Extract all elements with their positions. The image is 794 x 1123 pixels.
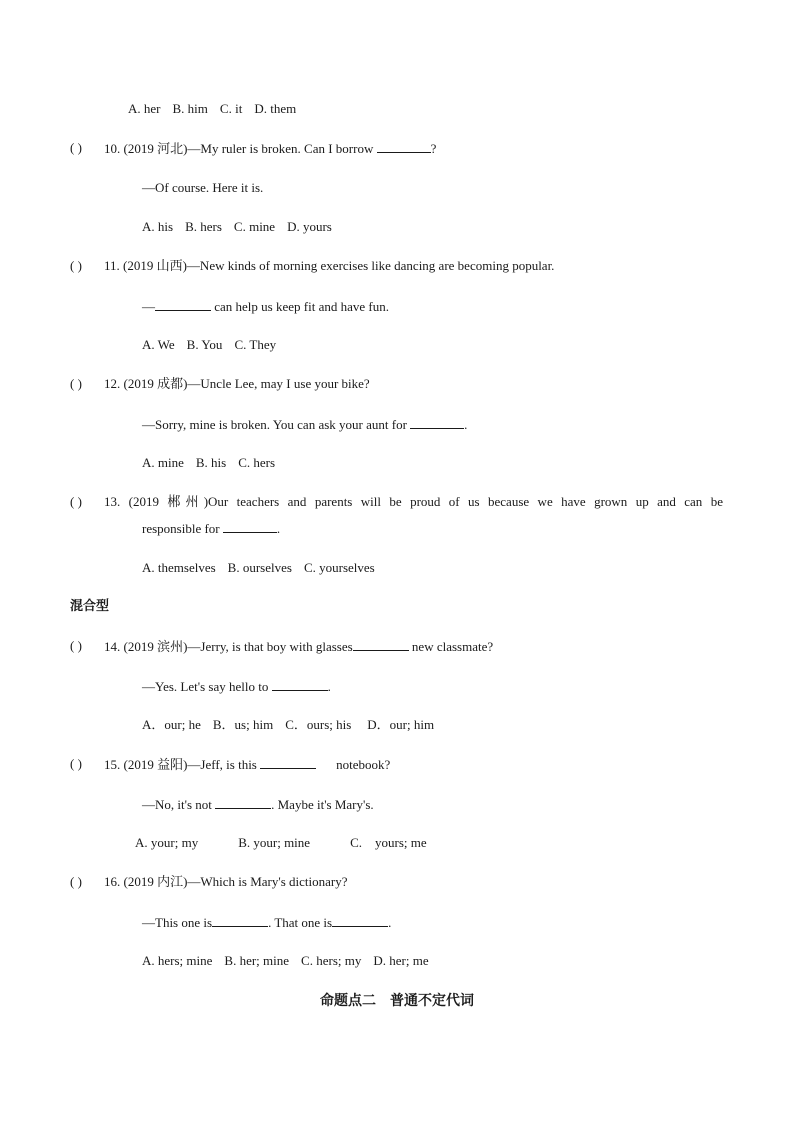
answer-blank[interactable] bbox=[332, 914, 388, 927]
question-text: 16. (2019 内江)—Which is Mary's dictionary? bbox=[104, 874, 348, 889]
reply-text: can help us keep fit and have fun. bbox=[211, 299, 389, 314]
option: D. them bbox=[254, 101, 297, 116]
answer-paren[interactable]: ( ) bbox=[70, 756, 82, 771]
option: B. him bbox=[172, 101, 208, 116]
question-period: . bbox=[276, 521, 281, 536]
question-text: notebook? bbox=[336, 757, 391, 772]
section-heading: 混合型 bbox=[70, 599, 110, 614]
reply-text: . That one is bbox=[268, 915, 333, 930]
option: A. hers; mine bbox=[142, 953, 213, 968]
reply-text: —This one is bbox=[142, 915, 213, 930]
option: A. We bbox=[142, 337, 175, 352]
reply-period: . bbox=[388, 915, 392, 930]
answer-paren[interactable]: ( ) bbox=[70, 494, 82, 509]
option: D. yours bbox=[287, 219, 332, 234]
option: B．us; him bbox=[212, 717, 274, 732]
q13-options bbox=[142, 560, 387, 576]
reply-period: . bbox=[327, 679, 331, 694]
q11-options bbox=[142, 337, 288, 353]
q9-options bbox=[128, 101, 308, 117]
option: C．ours; his bbox=[285, 717, 352, 732]
option: C. hers; my bbox=[301, 953, 362, 968]
q13-continuation bbox=[142, 520, 280, 537]
answer-blank[interactable] bbox=[223, 520, 277, 533]
question-text: 10. (2019 河北)—My ruler is broken. Can I borrow bbox=[104, 141, 374, 156]
answer-paren[interactable]: ( ) bbox=[70, 376, 82, 391]
option: A. her bbox=[128, 101, 161, 116]
q12-reply bbox=[142, 416, 467, 433]
q14-reply bbox=[142, 678, 331, 695]
option: B. your; mine bbox=[238, 835, 311, 850]
q16-reply bbox=[142, 914, 391, 931]
option: C. it bbox=[219, 101, 243, 116]
option: A. themselves bbox=[142, 560, 216, 575]
answer-blank[interactable] bbox=[353, 638, 409, 651]
q15-reply bbox=[142, 796, 374, 813]
question-mark: ? bbox=[430, 141, 437, 156]
option: D．our; him bbox=[367, 717, 435, 732]
q16-options bbox=[142, 953, 441, 969]
question-text: new classmate? bbox=[408, 639, 494, 654]
answer-blank[interactable] bbox=[212, 914, 268, 927]
option: C. yourselves bbox=[303, 560, 375, 575]
q10-options bbox=[142, 219, 344, 235]
answer-paren[interactable]: ( ) bbox=[70, 258, 82, 273]
option: B. hers bbox=[185, 219, 222, 234]
option: C. They bbox=[234, 337, 277, 352]
answer-paren[interactable]: ( ) bbox=[70, 140, 82, 155]
answer-blank[interactable] bbox=[272, 678, 328, 691]
question-text: 11. (2019 山西)—New kinds of morning exercises like dancing are becoming popular. bbox=[104, 258, 555, 273]
q14-options bbox=[142, 717, 446, 733]
option: A．our; he bbox=[142, 717, 201, 732]
answer-paren[interactable]: ( ) bbox=[70, 874, 82, 889]
answer-blank[interactable] bbox=[215, 796, 271, 809]
question-text: 15. (2019 益阳)—Jeff, is this bbox=[104, 757, 257, 772]
section-title: 命题点二 普通不定代词 bbox=[320, 993, 474, 1009]
option: C. mine bbox=[233, 219, 276, 234]
option: C. yours; me bbox=[350, 835, 427, 850]
option: A. your; my bbox=[135, 835, 199, 850]
q10-reply: —Of course. Here it is. bbox=[142, 180, 264, 195]
option: B. You bbox=[186, 337, 223, 352]
option: A. his bbox=[142, 219, 174, 234]
question-text: 14. (2019 滨州)—Jerry, is that boy with glasses bbox=[104, 639, 353, 654]
answer-blank[interactable] bbox=[410, 416, 464, 429]
answer-blank[interactable] bbox=[377, 140, 431, 153]
question-text: 12. (2019 成都)—Uncle Lee, may I use your bike? bbox=[104, 376, 370, 391]
option: B. his bbox=[195, 455, 227, 470]
option: D. her; me bbox=[373, 953, 429, 968]
option: C. hers bbox=[238, 455, 276, 470]
question-text: responsible for bbox=[142, 521, 220, 536]
answer-blank[interactable] bbox=[260, 756, 316, 769]
q11-reply bbox=[142, 298, 389, 315]
reply-text: . Maybe it's Mary's. bbox=[271, 797, 374, 812]
reply-period: . bbox=[464, 417, 468, 432]
q15-options bbox=[135, 835, 439, 851]
option: B. ourselves bbox=[227, 560, 292, 575]
q12-options bbox=[142, 455, 287, 471]
answer-paren[interactable]: ( ) bbox=[70, 638, 82, 653]
option: B. her; mine bbox=[224, 953, 290, 968]
reply-text: —Yes. Let's say hello to bbox=[142, 679, 269, 694]
reply-text: —Sorry, mine is broken. You can ask your aunt for bbox=[142, 417, 407, 432]
reply-text: —No, it's not bbox=[142, 797, 212, 812]
answer-blank[interactable] bbox=[155, 298, 211, 311]
reply-dash: — bbox=[142, 299, 155, 314]
question-text: 13. (2019 郴州)Our teachers and parents will be proud of us because we have grown up and can be bbox=[104, 494, 723, 509]
option: A. mine bbox=[142, 455, 184, 470]
